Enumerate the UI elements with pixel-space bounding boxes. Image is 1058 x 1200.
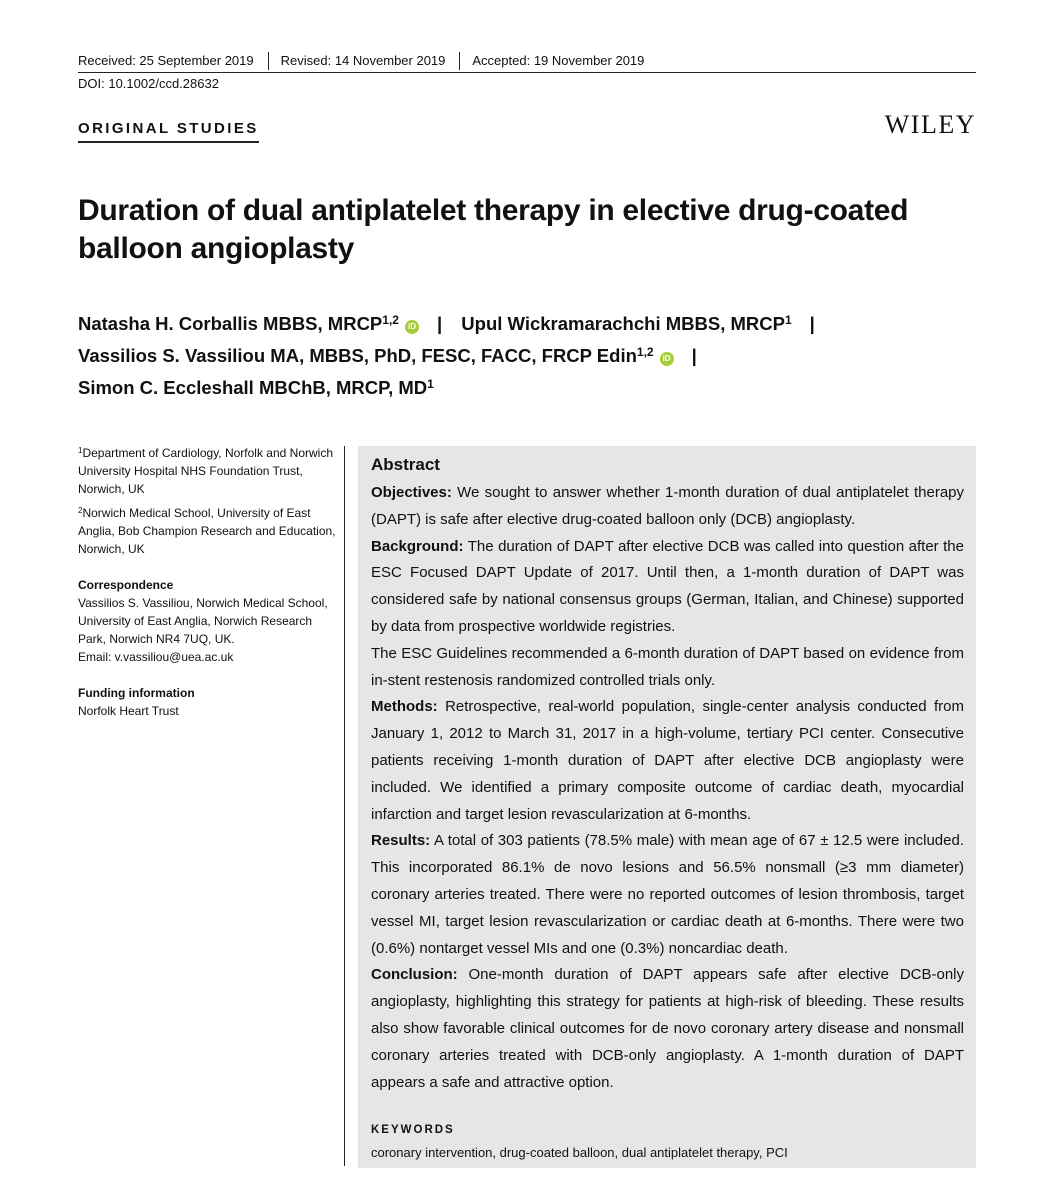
author-separator: |: [691, 345, 697, 366]
author-affiliation: 1: [427, 377, 434, 391]
publisher-logo: WILEY: [884, 110, 976, 139]
doi[interactable]: DOI: 10.1002/ccd.28632: [78, 76, 219, 91]
abstract-background-2: The ESC Guidelines recommended a 6-month duration of DAPT based on evidence from in-stent restenosis randomized controlled trials only.: [371, 644, 964, 689]
affiliation: $^2$Norwich Medical School, University of East Anglia, Bob Champion Research and Education, Norwich, UK: [78, 506, 336, 556]
column-divider: [344, 446, 345, 1166]
correspondence-text: Vassilios S. Vassiliou, Norwich Medical School, University of East Anglia, Norwich Research Park, Norwich NR4 7UQ, UK. Email: v.vassiliou@uea.ac.uk: [78, 596, 328, 664]
article-sidebar: [78, 444, 340, 720]
affiliation: $^1$Department of Cardiology, Norfolk and Norwich University Hospital NHS Foundation Trust, Norwich, UK: [78, 446, 334, 496]
abstract-results: Results: A total of 303 patients (78.5% male) with mean age of 67 ± 12.5 were included. This incorporated 86.1% de novo lesions and 56.5% nonsmall (≥3 mm diameter) coronary arteries treated. There were no reported outcomes of lesion thrombosis, target vessel MI, target lesion revascularization or cardiac death at 6-months. There were two (0.6%) nontarget vessel MIs and one (0.3%) noncardiac death.: [371, 832, 964, 957]
orcid-icon[interactable]: iD: [660, 352, 674, 366]
funding-heading: Funding information: [78, 686, 195, 700]
accepted-date: Accepted: 19 November 2019: [472, 53, 645, 68]
abstract-conclusion: Conclusion: One-month duration of DAPT appears safe after elective DCB-only angioplasty, highlighting this strategy for patients at high-risk of bleeding. These results also show favorable clinical outcomes for de novo coronary artery disease and nonsmall coronary arteries treated with DCB-only angioplasty. A 1-month duration of DAPT appears a safe and attractive option.: [371, 966, 964, 1091]
author-name: Vassilios S. Vassiliou MA, MBBS, PhD, FESC, FACC, FRCP Edin: [78, 345, 637, 366]
keywords-text: coronary intervention, drug-coated balloon, dual antiplatelet therapy, PCI: [371, 1145, 788, 1161]
author-name: Simon C. Eccleshall MBChB, MRCP, MD: [78, 377, 428, 398]
author-separator: |: [809, 313, 815, 334]
author-line-3: [78, 372, 978, 404]
author-affiliation: 1,2: [382, 313, 399, 327]
author-list: [78, 308, 978, 404]
author-line-2: [78, 340, 978, 372]
author-affiliation: 1: [784, 313, 792, 327]
author-separator: |: [436, 313, 443, 334]
author-name: Natasha H. Corballis MBBS, MRCP: [78, 313, 383, 334]
author-name: Upul Wickramarachchi MBBS, MRCP: [461, 313, 785, 334]
article-dates-bar: [78, 50, 976, 73]
abstract-objectives: Objectives: We sought to answer whether 1-month duration of dual antiplatelet therapy (DAPT) is safe after elective drug-coated balloon only (DCB) angioplasty.: [371, 484, 965, 528]
correspondence-heading: Correspondence: [78, 578, 174, 592]
correspondence-email[interactable]: Email: v.vassiliou@uea.ac.uk: [78, 650, 234, 664]
received-date: Received: 25 September 2019: [78, 52, 269, 70]
keywords-heading: KEYWORDS: [371, 1124, 455, 1137]
abstract-heading: Abstract: [371, 455, 440, 474]
funding-text: Norfolk Heart Trust: [78, 704, 179, 718]
article-title: Duration of dual antiplatelet therapy in elective drug-coated balloon angioplasty: [78, 194, 909, 265]
author-line-1: [78, 308, 978, 340]
abstract-background: Background: The duration of DAPT after elective DCB was called into question after the ESC Focused DAPT Update of 2017. Until then, a 1-month duration of DAPT was considered safe by national consensus groups (German, Italian, and Chinese) supported by data from prospective worldwide registries.: [371, 537, 964, 635]
author-affiliation: 1,2: [636, 345, 654, 359]
abstract-methods: Methods: Retrospective, real-world population, single-center analysis conducted from January 1, 2012 to March 31, 2017 in a high-volume, tertiary PCI center. Consecutive patients receiving 1-month duration of DAPT after elective DCB angioplasty were included. We identified a primary composite outcome of cardiac death, myocardial infarction and target lesion revascularization at 6-months.: [371, 698, 964, 823]
orcid-icon[interactable]: iD: [405, 320, 419, 334]
revised-date: Revised: 14 November 2019: [281, 52, 461, 70]
section-label: ORIGINAL STUDIES: [78, 120, 259, 143]
abstract-box: [358, 446, 976, 1168]
